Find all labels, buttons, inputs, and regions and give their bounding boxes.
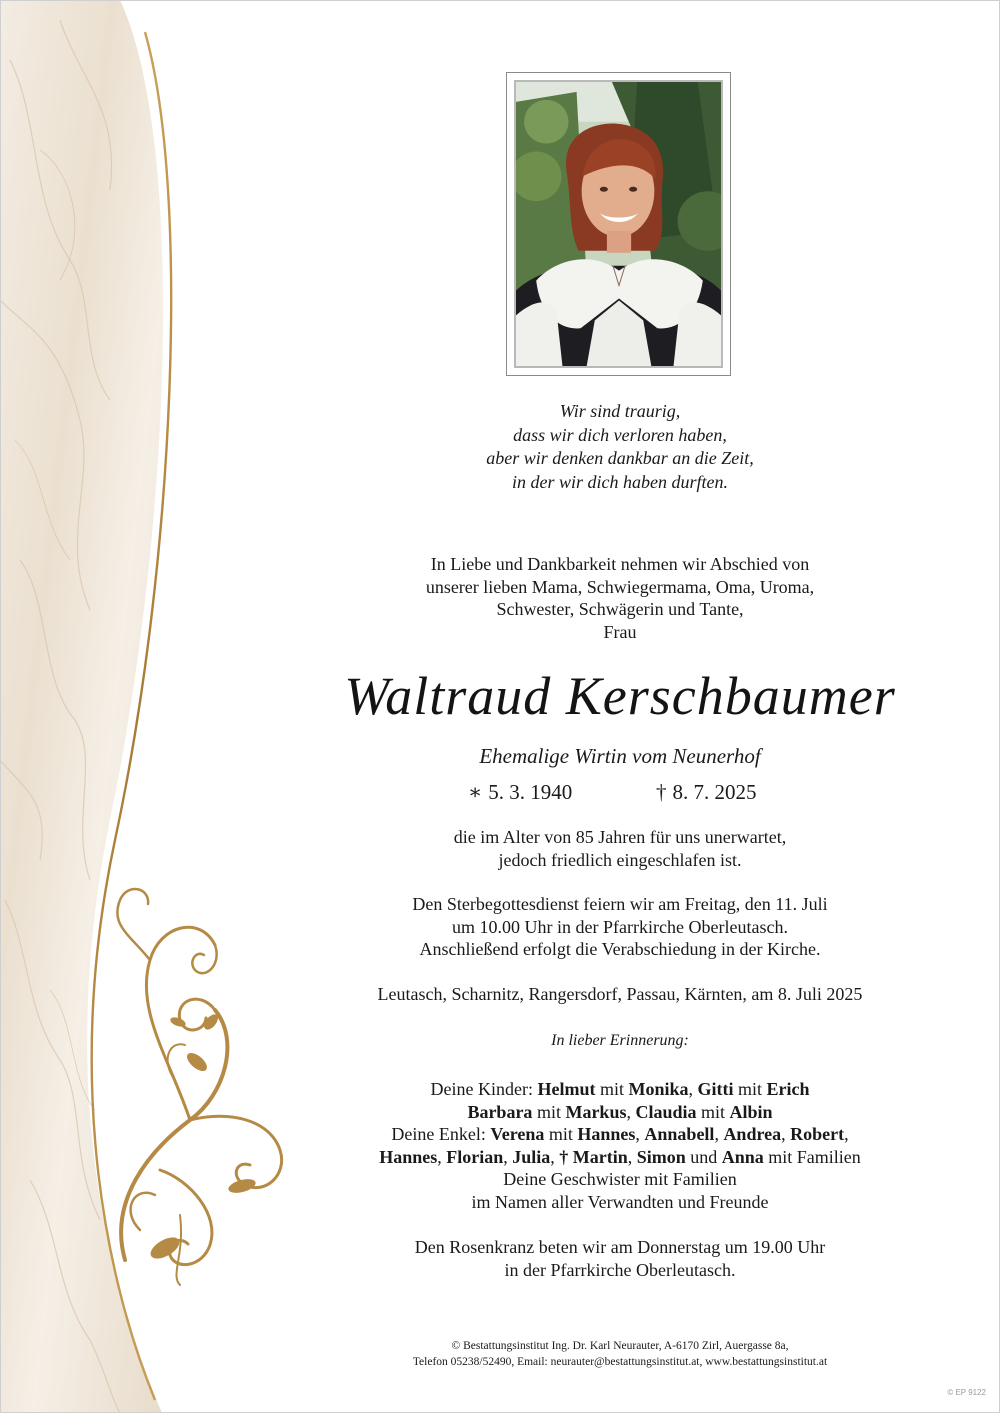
family-member-name: Erich (766, 1079, 810, 1099)
family-member-name: Florian (446, 1146, 504, 1167)
funeral-home-footer (330, 1339, 910, 1370)
intro-line-1: In Liebe und Dankbarkeit nehmen wir Abschied von (430, 554, 810, 574)
cross-icon: † (559, 1146, 569, 1167)
connector-word: und (690, 1146, 718, 1167)
connector-word: mit (701, 1101, 726, 1122)
age-text (330, 826, 910, 871)
footer-line-1: © Bestattungsinstitut Ing. Dr. Karl Neurauter, A-6170 Zirl, Auergasse 8a, (451, 1340, 789, 1352)
family-member-name: Helmut (537, 1079, 596, 1099)
family-member-name: Monika (628, 1079, 689, 1099)
footer-line-2: Telefon 05238/52490, Email: neurauter@bestattungsinstitut.at, www.bestattungsinstitut.at (412, 1355, 828, 1368)
birth-star-icon: ∗ (468, 780, 483, 804)
place-date-line: Leutasch, Scharnitz, Rangersdorf, Passau, Kärnten, am 8. Juli 2025 (377, 984, 863, 1004)
separator: , (503, 1146, 508, 1167)
family-member-name: Annabell (644, 1124, 715, 1144)
separator: , (844, 1124, 849, 1144)
portrait-photo-frame (506, 72, 731, 376)
separator: , (627, 1146, 633, 1167)
family-member-name: Robert (790, 1124, 845, 1144)
family-member-name: Martin (572, 1146, 628, 1167)
service-line-3: Anschließend erfolgt die Verabschiedung in der Kirche. (419, 939, 821, 959)
family-member-name: Claudia (635, 1101, 697, 1122)
family-member-name: Simon (636, 1146, 686, 1167)
family-member-name: Verena (490, 1124, 545, 1144)
birth-date-group (468, 778, 572, 806)
family-member-name: Gitti (697, 1079, 734, 1099)
separator: , (688, 1079, 693, 1099)
separator: , (714, 1124, 719, 1144)
place-and-date (330, 983, 910, 1006)
age-line-2: jedoch friedlich eingeschlafen ist. (498, 849, 742, 870)
family-member-name: Andrea (723, 1124, 782, 1144)
life-dates (460, 778, 790, 806)
service-line-2: um 10.00 Uhr in der Pfarrkirche Oberleutasch. (452, 916, 788, 937)
death-cross-icon: † (656, 780, 667, 804)
memory-heading: In lieber Erinnerung: (551, 1032, 689, 1049)
family-member-name: Julia (512, 1146, 551, 1167)
rosary-line-2: in der Pfarrkirche Oberleutasch. (504, 1259, 736, 1280)
family-member-name: Barbara (467, 1101, 533, 1122)
children-label: Deine Kinder: (430, 1079, 533, 1099)
connector-word: mit (536, 1101, 561, 1122)
family-member-name: Hannes (577, 1124, 636, 1144)
poem (330, 400, 910, 494)
separator: , (635, 1124, 640, 1144)
poem-line-4: in der wir dich haben durften. (512, 471, 728, 492)
relatives-line: im Namen aller Verwandten und Freunde (471, 1191, 769, 1212)
deceased-name: Waltraud Kerschbaumer (344, 666, 896, 726)
death-date: 8. 7. 2025 (672, 780, 757, 804)
connector-word: mit (548, 1124, 573, 1144)
family-member-name: Hannes (379, 1146, 438, 1167)
grandchildren-line-2 (330, 1146, 910, 1169)
grandchildren-label: Deine Enkel: (391, 1124, 486, 1144)
birth-date: 5. 3. 1940 (488, 780, 573, 804)
service-line-1: Den Sterbegottesdienst feiern wir am Freitag, den 11. Juli (412, 894, 828, 914)
family-list (330, 1078, 910, 1213)
children-line-1 (330, 1078, 910, 1101)
poem-line-2: dass wir dich verloren haben, (513, 424, 727, 445)
rosary-line-1: Den Rosenkranz beten wir am Donnerstag um 19.00 Uhr (414, 1237, 826, 1257)
separator: , (550, 1146, 555, 1167)
connector-phrase: mit Familien (768, 1146, 861, 1167)
template-code: © EP 9122 (947, 1388, 986, 1397)
portrait-photo (516, 82, 721, 366)
intro-line-4: Frau (603, 621, 637, 642)
connector-word: mit (737, 1079, 762, 1099)
family-member-name: Markus (565, 1101, 627, 1122)
grandchildren-line-1 (330, 1123, 910, 1146)
poem-line-1: Wir sind traurig, (559, 401, 681, 421)
intro-line-2: unserer lieben Mama, Schwiegermama, Oma, Uroma, (425, 576, 815, 597)
separator: , (781, 1124, 786, 1144)
separator: , (626, 1101, 631, 1122)
family-member-name: Anna (721, 1146, 764, 1167)
family-member-name: Albin (729, 1101, 773, 1122)
intro-line-3: Schwester, Schwägerin und Tante, (496, 599, 744, 619)
separator: , (437, 1146, 442, 1167)
funeral-service-text (330, 893, 910, 961)
deceased-title: Ehemalige Wirtin vom Neunerhof (479, 744, 761, 768)
death-date-group (656, 778, 757, 806)
rosary-text (330, 1236, 910, 1281)
age-line-1: die im Alter von 85 Jahren für uns unerwartet, (453, 827, 787, 847)
siblings-line: Deine Geschwister mit Familien (503, 1169, 737, 1189)
gold-flourish (117, 889, 281, 1285)
connector-word: mit (599, 1079, 624, 1099)
children-line-2 (330, 1101, 910, 1124)
poem-line-3: aber wir denken dankbar an die Zeit, (486, 448, 754, 468)
intro-text (330, 553, 910, 643)
